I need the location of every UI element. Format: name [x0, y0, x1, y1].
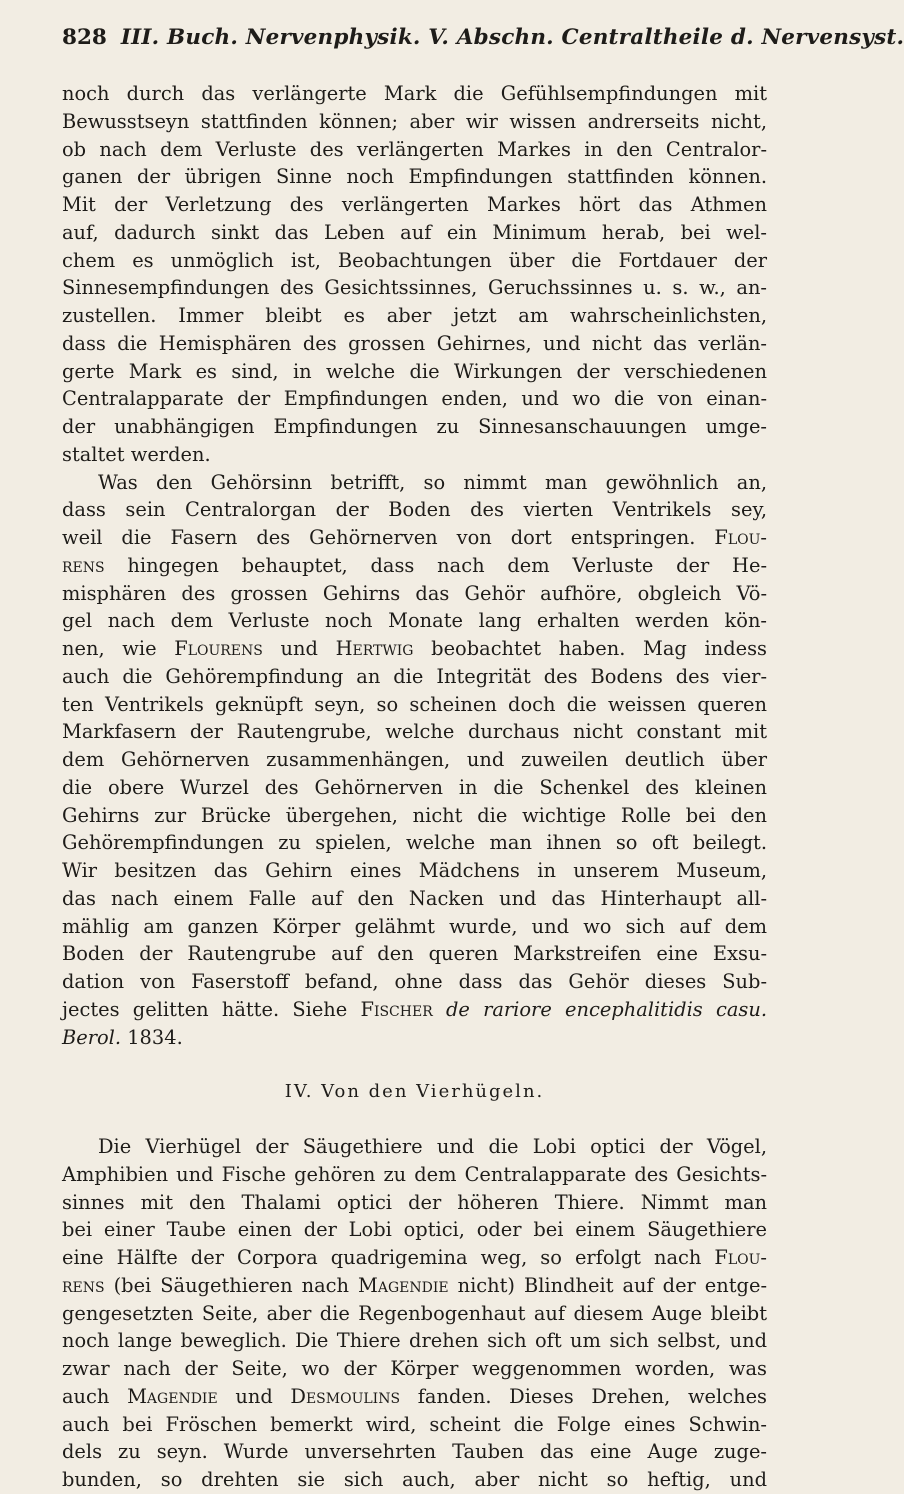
- text-line: sinnes mit den Thalami optici der höheren Thiere. Nimmt man: [62, 1190, 767, 1214]
- citation-title: de rariore encephalitidis casu.: [445, 997, 767, 1021]
- text-line: [62, 1272, 767, 1300]
- text-span: jectes gelitten hätte. Siehe: [62, 997, 348, 1021]
- section-heading: IV. Von den Vierhügeln.: [284, 1081, 545, 1103]
- text-line: [62, 552, 767, 580]
- text-line: mählig am ganzen Körper gelähmt wurde, und wo sich auf dem: [62, 914, 767, 938]
- text-line: bunden, so drehten sie sich auch, aber nicht so heftig, und: [62, 1468, 767, 1491]
- text-span: und: [280, 637, 318, 660]
- author-name: rens: [62, 1273, 105, 1297]
- text-line: das nach einem Falle auf den Nacken und das Hinterhaupt all-: [62, 886, 767, 910]
- text-line: ten Ventrikels geknüpft seyn, so scheinen doch die weissen queren: [62, 692, 767, 716]
- author-name: Magendie: [127, 1384, 218, 1408]
- citation-year: 1834.: [127, 1025, 183, 1049]
- text-line: dass die Hemisphären des grossen Gehirnes, und nicht das verlän-: [62, 331, 767, 355]
- text-span: fanden. Dieses Drehen, welches: [417, 1384, 768, 1408]
- text-line: [62, 1244, 767, 1272]
- text-span: nen, wie: [62, 637, 157, 660]
- text-line: [62, 524, 767, 552]
- text-span: eine Hälfte der Corpora quadrigemina weg, so erfolgt nach: [62, 1246, 702, 1269]
- text-line: Mit der Verletzung des verlängerten Markes hört das Athmen: [62, 193, 767, 216]
- text-line: [62, 996, 767, 1024]
- running-header: [62, 24, 904, 52]
- text-line: misphären des grossen Gehirns das Gehör aufhöre, obgleich Vö-: [62, 581, 767, 605]
- author-name: Flourens: [174, 637, 263, 660]
- page-body: [62, 80, 767, 1494]
- author-name: Desmoulins: [290, 1384, 401, 1408]
- text-line: staltet werden.: [62, 442, 211, 466]
- text-line: auf, dadurch sinkt das Leben auf ein Minimum herab, bei wel-: [62, 220, 767, 244]
- text-line: Wir besitzen das Gehirn eines Mädchens in unserem Museum,: [62, 859, 767, 882]
- text-span: und: [235, 1384, 273, 1408]
- text-line: auch die Gehörempfindung an die Integrität des Bodens des vier-: [62, 664, 767, 688]
- text-line: noch durch das verlängerte Mark die Gefühlsempfindungen mit: [62, 82, 767, 105]
- text-line: ob nach dem Verluste des verlängerten Markes in den Centralor-: [62, 137, 767, 161]
- paragraph-2: [62, 469, 767, 1052]
- text-line: Was den Gehörsinn betrifft, so nimmt man gewöhnlich an,: [98, 470, 767, 494]
- author-name: Flou-: [714, 526, 767, 549]
- text-line: Gehörempfindungen zu spielen, welche man ihnen so oft beilegt.: [62, 831, 767, 855]
- page-number: 828: [62, 25, 107, 50]
- text-line: Gehirns zur Brücke übergehen, nicht die wichtige Rolle bei den: [62, 803, 767, 827]
- text-line: Sinnesempfindungen des Gesichtssinnes, Geruchssinnes u. s. w., an-: [62, 276, 767, 300]
- text-line: der unabhängigen Empfindungen zu Sinnesanschauungen umge-: [62, 415, 767, 438]
- text-line: Boden der Rautengrube auf den queren Markstreifen eine Exsu-: [62, 942, 767, 966]
- text-line: Markfasern der Rautengrube, welche durchaus nicht constant mit: [62, 720, 767, 744]
- text-line: dation von Faserstoff befand, ohne dass das Gehör dieses Sub-: [62, 970, 767, 993]
- text-line: dels zu seyn. Wurde unversehrten Tauben das eine Auge zuge-: [62, 1440, 767, 1464]
- text-span: beobachtet haben. Mag indess: [431, 637, 767, 660]
- text-line: gel nach dem Verluste noch Monate lang erhalten werden kön-: [62, 609, 767, 633]
- text-line: Die Vierhügel der Säugethiere und die Lobi optici der Vögel,: [98, 1135, 767, 1158]
- author-name: rens: [62, 553, 105, 577]
- text-line: [62, 1024, 767, 1052]
- text-span: nicht) Blindheit auf der entge-: [457, 1273, 767, 1297]
- running-title: III. Buch. Nervenphysik. V. Abschn. Centraltheile d. Nervensyst.: [120, 25, 904, 50]
- text-line: die obere Wurzel des Gehörnerven in die Schenkel des kleinen: [62, 775, 767, 799]
- author-name: Magendie: [358, 1273, 449, 1297]
- text-span: (bei Säugethieren nach: [113, 1273, 350, 1297]
- text-line: ganen der übrigen Sinne noch Empfindungen stattfinden können.: [62, 165, 767, 189]
- text-line: chem es unmöglich ist, Beobachtungen über die Fortdauer der: [62, 248, 767, 272]
- citation-place: Berol.: [62, 1025, 122, 1049]
- text-span: hingegen behauptet, dass nach dem Verluste der He-: [127, 553, 767, 577]
- paragraph-3: [62, 1133, 767, 1494]
- text-line: zustellen. Immer bleibt es aber jetzt am wahrscheinlichsten,: [62, 304, 767, 327]
- text-span: auch: [62, 1384, 110, 1408]
- author-name: Fischer: [360, 997, 433, 1021]
- text-span: weil die Fasern des Gehörnerven von dort entspringen.: [62, 526, 696, 549]
- paragraph-1: [62, 80, 767, 469]
- text-line: dem Gehörnerven zusammenhängen, und zuweilen deutlich über: [62, 748, 767, 771]
- text-line: dass sein Centralorgan der Boden des vierten Ventrikels sey,: [62, 498, 767, 522]
- text-line: zwar nach der Seite, wo der Körper weggenommen worden, was: [62, 1357, 767, 1380]
- text-line: auch bei Fröschen bemerkt wird, scheint die Folge eines Schwin-: [62, 1412, 767, 1436]
- text-line: gengesetzten Seite, aber die Regenbogenhaut auf diesem Auge bleibt: [62, 1301, 767, 1325]
- text-line: Bewusstseyn stattfinden können; aber wir wissen andrerseits nicht,: [62, 109, 767, 133]
- text-line: Amphibien und Fische gehören zu dem Centralapparate des Gesichts-: [62, 1162, 767, 1186]
- author-name: Hertwig: [335, 637, 414, 660]
- text-line: gerte Mark es sind, in welche die Wirkungen der verschiedenen: [62, 359, 767, 383]
- text-line: [62, 635, 767, 663]
- author-name: Flou-: [714, 1246, 767, 1269]
- text-line: bei einer Taube einen der Lobi optici, oder bei einem Säugethiere: [62, 1218, 767, 1242]
- text-line: Centralapparate der Empfindungen enden, und wo die von einan-: [62, 387, 767, 411]
- text-line: [62, 1383, 767, 1411]
- text-line: noch lange beweglich. Die Thiere drehen sich oft um sich selbst, und: [62, 1329, 767, 1353]
